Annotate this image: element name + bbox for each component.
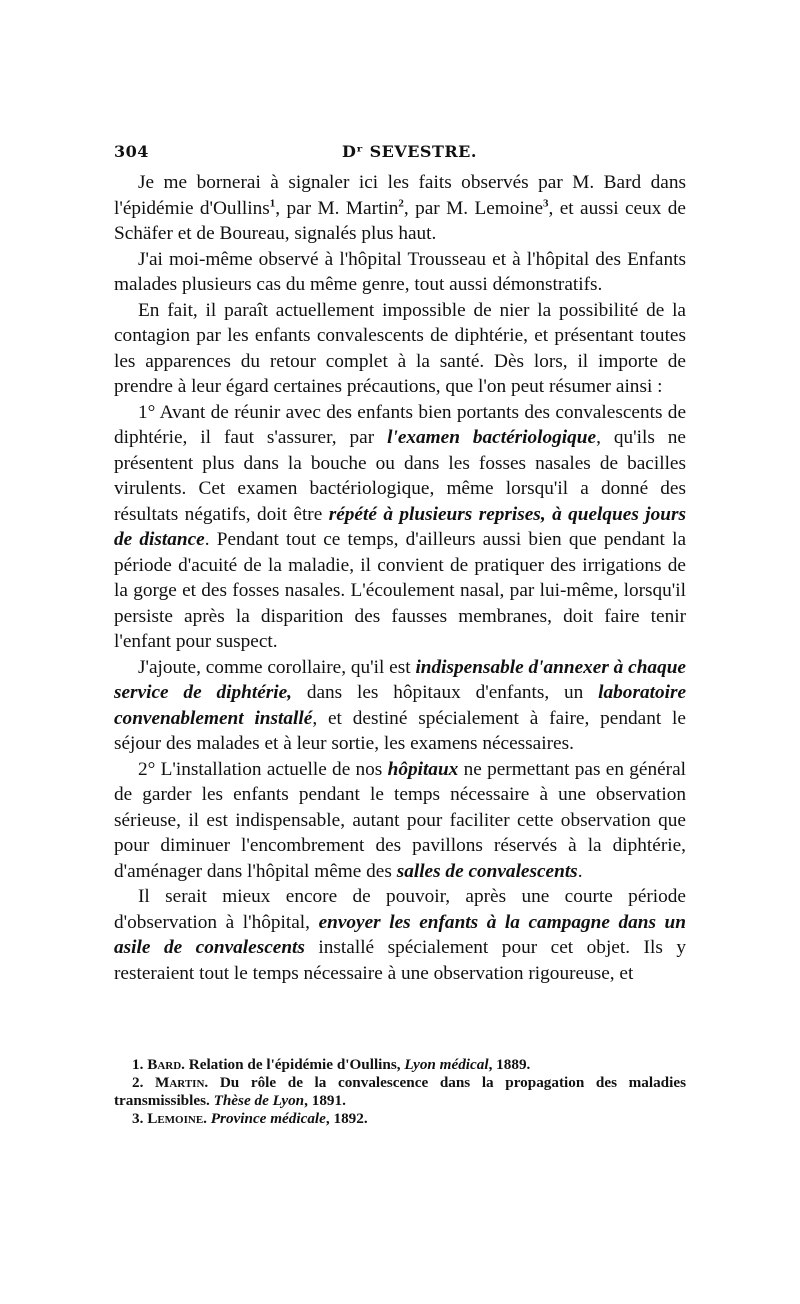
text-run: . bbox=[577, 860, 583, 882]
paragraph bbox=[114, 884, 686, 986]
text-run: Je me bornerai à signaler ici les faits observés par M. Bard dans l'épidémie d'Oullins bbox=[114, 172, 686, 219]
emphasized-text: l'examen bactériologique bbox=[387, 427, 597, 448]
text-run: . bbox=[203, 1110, 211, 1127]
text-run: , et aussi ceux de Schäfer et de Boureau, signalés plus haut. bbox=[114, 197, 686, 244]
emphasized-text: Province médicale bbox=[210, 1110, 326, 1127]
text-run: Il serait mieux encore de pouvoir, après une courte période d'observation à l'hôpital, bbox=[114, 886, 686, 933]
footnote-marker: 1 bbox=[269, 197, 276, 210]
paragraph bbox=[114, 655, 686, 757]
text-run: Martin bbox=[155, 1074, 205, 1091]
paragraph bbox=[114, 757, 686, 885]
text-run: En fait, il paraît actuellement impossible de nier la possibilité de la contagion par les enfants convalescents de diphtérie, et présentant toutes les apparences du retour complet à la santé. Dès lors, il importe de prendre à leur égard certaines précautions, que l'on peut résumer ainsi : bbox=[114, 299, 686, 397]
paragraph bbox=[114, 298, 686, 400]
text-run: 1° Avant de réunir avec des enfants bien portants des convalescents de diphtérie, il faut s'assurer, par bbox=[114, 401, 686, 448]
footnote bbox=[114, 1056, 686, 1074]
footnote-marker: 3 bbox=[543, 197, 549, 210]
text-run: , 1889. bbox=[488, 1056, 531, 1073]
text-run: Bard bbox=[147, 1056, 182, 1073]
text-run: , 1892. bbox=[325, 1110, 368, 1127]
page-number: 304 bbox=[114, 142, 149, 161]
footnote-marker: 2 bbox=[398, 197, 404, 210]
text-run: , qu'ils ne présentent plus dans la bouche ou dans les fosses nasales de bacilles virulents. Cet examen bactériologique, même lorsqu'il a donné des résultats négatifs, doit être bbox=[114, 427, 686, 525]
emphasized-text: laboratoire convenablement installé bbox=[114, 682, 687, 729]
text-run: ne permettant pas en général de garder les enfants pendant le temps nécessaire à une observation sérieuse, il est indispensable, autant pour faciliter cette observation que pour diminuer l'encombrement des pavillons réservés à la diphtérie, d'aménager dans l'hôpital même des bbox=[114, 758, 686, 882]
footnote bbox=[114, 1074, 686, 1110]
text-run: 3. bbox=[132, 1110, 148, 1127]
paragraph bbox=[114, 170, 686, 247]
running-title: Dʳ SEVESTRE. bbox=[342, 142, 477, 161]
footnote bbox=[114, 1110, 686, 1128]
text-run: , 1891. bbox=[304, 1092, 346, 1109]
text-run: Lemoine bbox=[147, 1110, 204, 1127]
text-run: . Du rôle de la convalescence dans la propagation des maladies transmissibles. bbox=[114, 1074, 686, 1109]
emphasized-text: hôpitaux bbox=[387, 758, 459, 780]
text-run: J'ajoute, comme corollaire, qu'il est bbox=[138, 656, 416, 678]
text-run: , par M. Lemoine bbox=[403, 197, 543, 219]
text-run: , par M. Martin bbox=[275, 197, 399, 219]
text-run: dans les hôpitaux d'enfants, un bbox=[292, 682, 599, 703]
paragraph bbox=[114, 400, 686, 655]
text-run: 1. bbox=[132, 1056, 148, 1073]
paragraph bbox=[114, 247, 686, 298]
text-run: 2. bbox=[132, 1074, 155, 1091]
text-run: . Relation de l'épidémie d'Oullins, bbox=[181, 1056, 405, 1073]
text-run: 2° L'installation actuelle de nos bbox=[138, 758, 388, 780]
emphasized-text: envoyer les enfants à la campagne dans un asile de convalescents bbox=[114, 911, 687, 958]
footnotes bbox=[114, 1056, 686, 1128]
text-run: , et destiné spécialement à faire, pendant le séjour des malades et à leur sortie, les examens nécessaires. bbox=[114, 707, 686, 754]
body-text bbox=[114, 170, 686, 986]
emphasized-text: répété à plusieurs reprises, à quelques jours de distance bbox=[114, 503, 686, 550]
emphasized-text: Thèse de Lyon bbox=[213, 1092, 305, 1109]
emphasized-text: indispensable d'annexer à chaque service de diphtérie, bbox=[114, 656, 686, 703]
emphasized-text: Lyon médical bbox=[404, 1056, 489, 1073]
text-run: J'ai moi-même observé à l'hôpital Trousseau et à l'hôpital des Enfants malades plusieurs cas du même genre, tout aussi démonstratifs. bbox=[114, 248, 686, 295]
text-run: . Pendant tout ce temps, d'ailleurs aussi bien que pendant la période d'acuité de la maladie, il convient de pratiquer des irrigations de la gorge et des fosses nasales. L'écoulement nasal, par lui-même, lorsqu'il persiste après la disparition des fausses membranes, doit faire tenir l'enfant pour suspect. bbox=[114, 529, 686, 652]
text-run: installé spécialement pour cet objet. Ils y resteraient tout le temps nécessaire à une observation rigoureuse, et bbox=[114, 937, 686, 984]
emphasized-text: salles de convalescents bbox=[396, 860, 578, 882]
